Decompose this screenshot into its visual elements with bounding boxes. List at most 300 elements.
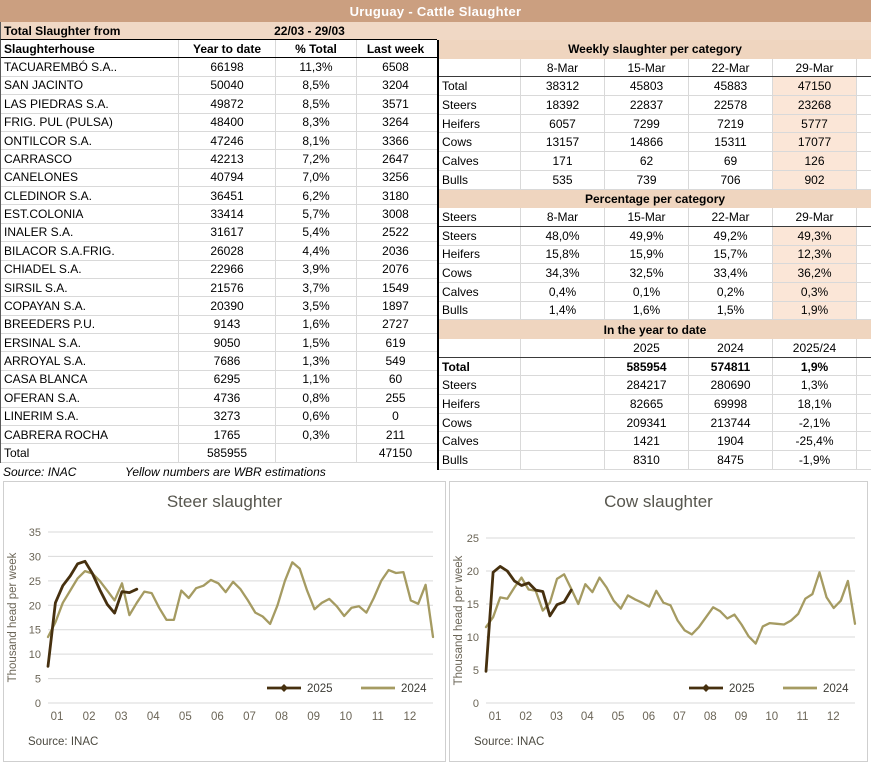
table-cell: 29-Mar [773,59,857,77]
table-cell: 13157 [521,133,605,151]
table-cell: 22966 [179,261,276,278]
percentage-row [439,283,871,302]
period-row [0,22,871,40]
table-cell: SIRSIL S.A. [1,279,179,296]
x-tick-label: 07 [243,711,256,723]
table-cell: 0 [392,409,399,424]
table-cell: ERSINAL S.A. [1,334,179,351]
legend-label-2024: 2024 [823,683,849,695]
table-cell: 1904 [689,432,773,450]
weekly-header-row [439,59,871,78]
table-cell: 8310 [605,451,689,469]
table-cell: 21576 [179,279,276,296]
y-tick-label: 5 [34,673,41,686]
table-cell: 1897 [382,298,409,313]
legend-label-2025: 2025 [307,683,333,695]
table-cell [857,376,871,394]
weekly-band [439,40,871,59]
x-tick-label: 11 [796,711,809,723]
x-tick-label: 12 [826,711,840,723]
table-cell: 8-Mar [521,208,605,226]
chart-title: Steer slaughter [166,492,283,511]
chart-canvas [450,482,867,761]
table-cell: 5,4% [276,224,357,241]
ytd-row [439,414,871,433]
table-cell: 82665 [605,395,689,413]
y-tick-label: 15 [28,624,41,637]
slaughterhouse-row [1,316,437,334]
table-cell: 1,5% [689,302,773,320]
table-cell: Bulls [439,302,521,320]
table-cell: -2,1% [773,414,857,432]
table-cell: 11,3% [276,58,357,75]
table-cell [521,414,605,432]
source-note-row [0,463,437,480]
chart-title: Cow slaughter [604,492,713,511]
slaughterhouse-row [1,169,437,187]
x-tick-label: 06 [642,711,656,723]
table-cell: 2727 [382,317,409,332]
table-cell: 2647 [382,151,409,166]
table-cell: FRIG. PUL (PULSA) [1,114,179,131]
series-2024 [486,572,855,643]
table-cell: 1,5% [276,334,357,351]
y-tick-label: 10 [466,632,479,644]
table-cell [857,208,871,226]
table-cell: Year to date [179,40,276,57]
table-cell: 574811 [689,358,773,376]
table-cell: Slaughterhouse [1,40,179,57]
weekly-row [439,96,871,115]
y-tick-label: 30 [28,551,41,564]
table-cell: 50040 [179,77,276,94]
table-cell: 26028 [179,242,276,259]
table-cell: 2024 [689,339,773,357]
table-cell: 48,0% [521,227,605,245]
table-cell: 66198 [179,58,276,75]
table-cell: 549 [385,354,406,369]
table-cell [857,246,871,264]
table-cell: 15,7% [689,246,773,264]
slaughterhouse-row [1,58,437,76]
percentage-row [439,246,871,265]
table-cell: 284217 [605,376,689,394]
y-tick-label: 0 [472,698,479,710]
table-cell: 47246 [179,132,276,149]
table-cell: 7299 [605,115,689,133]
table-cell: 47150 [773,77,857,95]
table-cell: 33,4% [689,264,773,282]
table-cell: 3008 [382,207,409,222]
table-cell [857,115,871,133]
table-cell: 38312 [521,77,605,95]
cow-slaughter-chart [449,481,868,762]
table-cell: 7,2% [276,150,357,167]
table-cell: 2522 [382,225,409,240]
table-cell [857,77,871,95]
slaughterhouse-row [1,150,437,168]
table-cell: 1,9% [773,358,857,376]
table-cell: 18,1% [773,395,857,413]
table-cell: 7686 [179,352,276,369]
table-cell: Cows [439,414,521,432]
table-cell: 8,5% [276,77,357,94]
weekly-row [439,77,871,96]
table-cell: 2025/24 [773,339,857,357]
table-cell: 47150 [378,445,413,460]
table-cell: 6057 [521,115,605,133]
table-cell: 3180 [382,188,409,203]
table-cell: 22837 [605,96,689,114]
table-cell: 3264 [382,115,409,130]
table-cell [857,414,871,432]
table-cell: EST.COLONIA [1,205,179,222]
table-cell: 18392 [521,96,605,114]
category-tables [437,40,871,470]
table-cell: 585955 [179,444,276,461]
table-cell: Bulls [439,451,521,469]
table-cell [857,96,871,114]
table-cell: 9050 [179,334,276,351]
table-cell: 22-Mar [689,59,773,77]
table-cell: 1549 [382,280,409,295]
table-cell: Steers [439,376,521,394]
table-cell: 20390 [179,297,276,314]
table-cell [857,339,871,357]
table-cell: 36451 [179,187,276,204]
table-cell [857,451,871,469]
slaughterhouse-row [1,261,437,279]
table-cell: 0,1% [605,283,689,301]
y-axis-title: Thousand head per week [453,555,465,686]
table-cell: 3204 [382,78,409,93]
table-cell: 3,5% [276,297,357,314]
chart-source-note: Source: INAC [28,736,99,748]
table-cell: 15,8% [521,246,605,264]
table-cell: Steers [439,208,521,226]
table-cell: Steers [439,227,521,245]
table-cell [857,395,871,413]
x-tick-label: 11 [371,711,384,723]
table-cell: Calves [439,152,521,170]
table-cell: 12,3% [773,246,857,264]
table-cell: 49,9% [605,227,689,245]
table-cell [521,432,605,450]
legend-label-2024: 2024 [401,683,427,695]
table-cell: 7219 [689,115,773,133]
x-tick-label: 04 [146,711,160,723]
table-cell: 209341 [605,414,689,432]
table-cell: 40794 [179,169,276,186]
table-cell: 3273 [179,408,276,425]
table-cell: Total [439,77,521,95]
x-tick-label: 02 [519,711,533,723]
steer-slaughter-chart [3,481,446,762]
chart-source-note: Source: INAC [474,736,545,748]
y-tick-label: 35 [28,527,41,539]
section-title: Percentage per category [439,190,871,209]
table-cell [439,59,521,77]
table-cell: 0,8% [276,389,357,406]
table-cell: 2025 [605,339,689,357]
x-tick-label: 10 [339,711,353,723]
table-cell: 126 [773,152,857,170]
slaughterhouse-row [1,95,437,113]
percentage-band [439,190,871,209]
table-cell: 6,2% [276,187,357,204]
slaughterhouse-row [1,114,437,132]
table-cell: 3,9% [276,261,357,278]
table-cell: BREEDERS P.U. [1,316,179,333]
ytd-header-row [439,339,871,358]
report-title: Uruguay - Cattle Slaughter [0,0,871,22]
weekly-row [439,152,871,171]
slaughterhouse-table [0,40,437,463]
table-cell: OFERAN S.A. [1,389,179,406]
table-cell: 60 [388,372,403,387]
table-cell [857,358,871,376]
table-cell: 5777 [773,115,857,133]
table-cell: 48400 [179,114,276,131]
ytd-row [439,451,871,470]
table-cell: 585954 [605,358,689,376]
table-cell: Total [1,444,179,461]
table-cell: 211 [385,427,406,442]
left-table-header [1,40,437,58]
x-tick-label: 03 [114,711,128,723]
table-cell: 17077 [773,133,857,151]
slaughterhouse-row [1,242,437,260]
table-cell: Steers [439,96,521,114]
table-cell: 1765 [179,426,276,443]
table-cell: Total [439,358,521,376]
table-cell: 3571 [382,96,409,111]
x-tick-label: 08 [703,711,717,723]
table-cell: 0,3% [276,426,357,443]
slaughterhouse-row [1,224,437,242]
table-cell: 22578 [689,96,773,114]
table-cell: LAS PIEDRAS S.A. [1,95,179,112]
table-cell: 15-Mar [605,208,689,226]
table-cell [521,339,605,357]
table-cell: CARRASCO [1,150,179,167]
table-cell: 8,1% [276,132,357,149]
table-cell [521,358,605,376]
slaughterhouse-row [1,426,437,444]
table-cell: SAN JACINTO [1,77,179,94]
table-cell: 739 [605,171,689,189]
x-tick-label: 05 [178,711,192,723]
table-cell: 1421 [605,432,689,450]
y-tick-label: 25 [466,533,479,545]
table-cell: 1,6% [605,302,689,320]
table-cell [521,395,605,413]
table-cell: 9143 [179,316,276,333]
table-cell: 619 [385,335,406,350]
table-cell: ARROYAL S.A. [1,352,179,369]
slaughterhouse-row [1,279,437,297]
table-cell: 49,3% [773,227,857,245]
table-cell: 6295 [179,371,276,388]
x-tick-label: 01 [50,711,64,723]
y-axis-title: Thousand head per week [7,552,19,683]
table-cell: Heifers [439,395,521,413]
table-cell [857,264,871,282]
table-cell: Calves [439,283,521,301]
slaughterhouse-row [1,334,437,352]
table-cell: % Total [276,40,357,57]
slaughterhouse-row [1,371,437,389]
table-cell: Heifers [439,246,521,264]
period-value: 22/03 - 29/03 [274,23,345,38]
table-cell: 171 [521,152,605,170]
table-cell [857,432,871,450]
table-cell: 49872 [179,95,276,112]
table-cell: 0,4% [521,283,605,301]
table-cell: INALER S.A. [1,224,179,241]
table-cell: CABRERA ROCHA [1,426,179,443]
table-cell: 0,3% [773,283,857,301]
table-cell: 32,5% [605,264,689,282]
table-cell: 280690 [689,376,773,394]
slaughterhouse-row [1,389,437,407]
table-cell [857,59,871,77]
table-cell: 23268 [773,96,857,114]
ytd-row [439,358,871,377]
table-cell: 213744 [689,414,773,432]
table-cell: Bulls [439,171,521,189]
table-cell [857,171,871,189]
x-tick-label: 02 [82,711,96,723]
table-cell: 62 [605,152,689,170]
period-label: Total Slaughter from [4,23,121,38]
table-cell: 8-Mar [521,59,605,77]
y-tick-label: 15 [466,599,479,611]
percentage-row [439,264,871,283]
table-cell: CHIADEL S.A. [1,261,179,278]
table-cell: TACUAREMBÓ S.A.. [1,58,179,75]
x-tick-label: 01 [488,711,502,723]
section-title: In the year to date [439,320,871,339]
table-cell: 6508 [382,60,409,75]
table-cell: 4,4% [276,242,357,259]
table-cell: 8,5% [276,95,357,112]
table-cell: 5,7% [276,205,357,222]
x-tick-label: 09 [307,711,321,723]
table-cell: 15311 [689,133,773,151]
table-cell: 8,3% [276,114,357,131]
table-cell: 1,4% [521,302,605,320]
chart-canvas [4,482,445,761]
table-cell: -25,4% [773,432,857,450]
x-tick-label: 04 [580,711,594,723]
table-cell: 14866 [605,133,689,151]
table-cell: 902 [773,171,857,189]
slaughterhouse-row [1,352,437,370]
x-tick-label: 07 [673,711,686,723]
weekly-row [439,115,871,134]
table-cell: 1,9% [773,302,857,320]
table-cell: 29-Mar [773,208,857,226]
x-tick-label: 06 [211,711,224,723]
table-cell: Heifers [439,115,521,133]
table-cell: 535 [521,171,605,189]
y-tick-label: 20 [28,600,41,613]
table-cell [521,376,605,394]
ytd-row [439,432,871,451]
table-cell: 2036 [382,243,409,258]
table-cell [857,302,871,320]
table-cell: 22-Mar [689,208,773,226]
ytd-row [439,395,871,414]
table-cell: 36,2% [773,264,857,282]
series-2025 [48,561,137,666]
y-tick-label: 20 [466,566,479,578]
table-cell: ONTILCOR S.A. [1,132,179,149]
table-cell: COPAYAN S.A. [1,297,179,314]
table-cell: 1,3% [276,352,357,369]
table-cell: 4736 [179,389,276,406]
slaughterhouse-row [1,408,437,426]
table-cell: Cows [439,264,521,282]
percentage-row [439,302,871,321]
table-cell: 45883 [689,77,773,95]
table-cell: 255 [385,390,406,405]
table-cell: 1,3% [773,376,857,394]
table-cell: BILACOR S.A.FRIG. [1,242,179,259]
table-cell: CLEDINOR S.A. [1,187,179,204]
table-cell: 3256 [382,170,409,185]
table-cell: 3366 [382,133,409,148]
table-cell: CANELONES [1,169,179,186]
series-2025 [486,566,571,671]
x-tick-label: 12 [403,711,417,723]
y-tick-label: 0 [34,698,41,710]
table-cell: 15-Mar [605,59,689,77]
x-tick-label: 05 [611,711,625,723]
slaughterhouse-row [1,187,437,205]
slaughterhouse-row [1,205,437,223]
table-cell: 7,0% [276,169,357,186]
table-cell: 3,7% [276,279,357,296]
table-cell [857,227,871,245]
table-cell [857,133,871,151]
percentage-header-row [439,208,871,227]
table-cell: 706 [689,171,773,189]
table-cell: 1,6% [276,316,357,333]
ytd-row [439,376,871,395]
y-tick-label: 5 [472,665,479,677]
section-title: Weekly slaughter per category [439,40,871,59]
x-tick-label: 09 [734,711,748,723]
table-cell: 31617 [179,224,276,241]
table-cell: 69998 [689,395,773,413]
y-tick-label: 10 [28,649,41,662]
period-row-left [0,22,437,40]
table-cell: Last week [366,41,425,56]
table-cell: -1,9% [773,451,857,469]
table-cell: 0,6% [276,408,357,425]
y-tick-label: 25 [28,575,41,588]
estimation-note: Yellow numbers are WBR estimations [125,464,326,479]
left-table-total-row [1,444,437,462]
x-tick-label: 10 [765,711,779,723]
table-cell: 0,2% [689,283,773,301]
x-tick-label: 08 [275,711,288,723]
table-cell: 45803 [605,77,689,95]
table-cell: Calves [439,432,521,450]
source-note: Source: INAC [3,464,77,479]
